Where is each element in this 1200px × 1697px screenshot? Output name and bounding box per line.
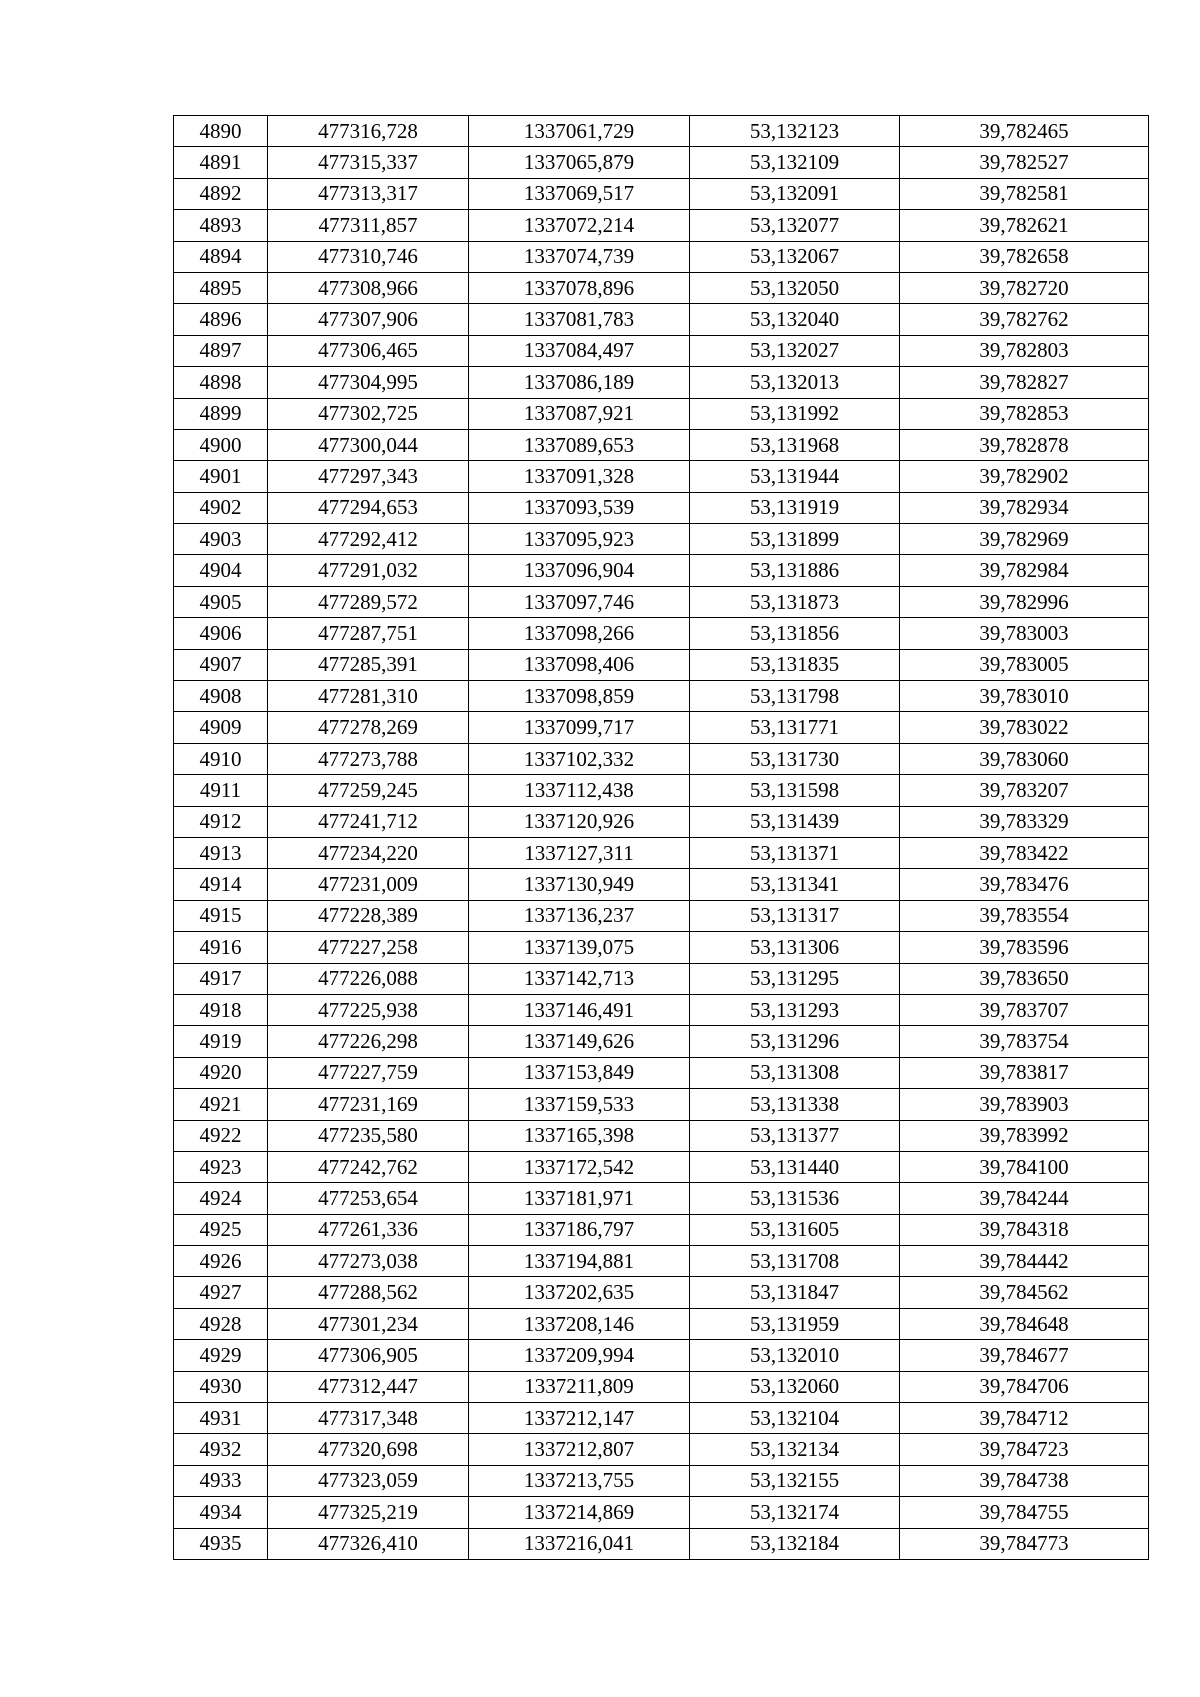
longitude-cell: 39,783329: [900, 806, 1149, 837]
latitude-cell: 53,131771: [690, 712, 900, 743]
y-coordinate-cell: 1337211,809: [469, 1371, 690, 1402]
latitude-cell: 53,131835: [690, 649, 900, 680]
longitude-cell: 39,782581: [900, 178, 1149, 209]
table-row: [174, 869, 1149, 900]
point-number-cell: 4894: [174, 241, 268, 272]
y-coordinate-cell: 1337084,497: [469, 335, 690, 366]
y-coordinate-cell: 1337153,849: [469, 1057, 690, 1088]
point-number-cell: 4907: [174, 649, 268, 680]
point-number-cell: 4901: [174, 461, 268, 492]
point-number-cell: 4900: [174, 429, 268, 460]
longitude-cell: 39,784244: [900, 1183, 1149, 1214]
point-number-cell: 4926: [174, 1246, 268, 1277]
point-number-cell: 4891: [174, 147, 268, 178]
y-coordinate-cell: 1337172,542: [469, 1151, 690, 1182]
point-number-cell: 4915: [174, 900, 268, 931]
point-number-cell: 4916: [174, 932, 268, 963]
x-coordinate-cell: 477326,410: [268, 1528, 469, 1559]
longitude-cell: 39,784442: [900, 1246, 1149, 1277]
longitude-cell: 39,783422: [900, 837, 1149, 868]
table-row: [174, 1246, 1149, 1277]
point-number-cell: 4917: [174, 963, 268, 994]
x-coordinate-cell: 477259,245: [268, 775, 469, 806]
y-coordinate-cell: 1337061,729: [469, 116, 690, 147]
x-coordinate-cell: 477285,391: [268, 649, 469, 680]
y-coordinate-cell: 1337127,311: [469, 837, 690, 868]
y-coordinate-cell: 1337142,713: [469, 963, 690, 994]
x-coordinate-cell: 477325,219: [268, 1497, 469, 1528]
table-row: [174, 178, 1149, 209]
point-number-cell: 4928: [174, 1308, 268, 1339]
latitude-cell: 53,132104: [690, 1403, 900, 1434]
point-number-cell: 4914: [174, 869, 268, 900]
longitude-cell: 39,782902: [900, 461, 1149, 492]
point-number-cell: 4895: [174, 272, 268, 303]
latitude-cell: 53,132010: [690, 1340, 900, 1371]
latitude-cell: 53,131968: [690, 429, 900, 460]
point-number-cell: 4905: [174, 586, 268, 617]
longitude-cell: 39,783005: [900, 649, 1149, 680]
y-coordinate-cell: 1337098,859: [469, 681, 690, 712]
latitude-cell: 53,132184: [690, 1528, 900, 1559]
x-coordinate-cell: 477227,258: [268, 932, 469, 963]
x-coordinate-cell: 477226,088: [268, 963, 469, 994]
point-number-cell: 4923: [174, 1151, 268, 1182]
y-coordinate-cell: 1337086,189: [469, 367, 690, 398]
latitude-cell: 53,131944: [690, 461, 900, 492]
longitude-cell: 39,782934: [900, 492, 1149, 523]
point-number-cell: 4897: [174, 335, 268, 366]
x-coordinate-cell: 477301,234: [268, 1308, 469, 1339]
y-coordinate-cell: 1337091,328: [469, 461, 690, 492]
x-coordinate-cell: 477320,698: [268, 1434, 469, 1465]
longitude-cell: 39,783010: [900, 681, 1149, 712]
latitude-cell: 53,131598: [690, 775, 900, 806]
longitude-cell: 39,784648: [900, 1308, 1149, 1339]
table-row: [174, 649, 1149, 680]
y-coordinate-cell: 1337208,146: [469, 1308, 690, 1339]
longitude-cell: 39,783650: [900, 963, 1149, 994]
point-number-cell: 4931: [174, 1403, 268, 1434]
x-coordinate-cell: 477273,788: [268, 743, 469, 774]
longitude-cell: 39,783754: [900, 1026, 1149, 1057]
longitude-cell: 39,782996: [900, 586, 1149, 617]
y-coordinate-cell: 1337093,539: [469, 492, 690, 523]
table-row: [174, 1277, 1149, 1308]
point-number-cell: 4935: [174, 1528, 268, 1559]
latitude-cell: 53,131341: [690, 869, 900, 900]
y-coordinate-cell: 1337087,921: [469, 398, 690, 429]
x-coordinate-cell: 477304,995: [268, 367, 469, 398]
longitude-cell: 39,783554: [900, 900, 1149, 931]
x-coordinate-cell: 477297,343: [268, 461, 469, 492]
x-coordinate-cell: 477315,337: [268, 147, 469, 178]
y-coordinate-cell: 1337069,517: [469, 178, 690, 209]
y-coordinate-cell: 1337159,533: [469, 1089, 690, 1120]
latitude-cell: 53,131338: [690, 1089, 900, 1120]
point-number-cell: 4920: [174, 1057, 268, 1088]
table-row: [174, 618, 1149, 649]
x-coordinate-cell: 477316,728: [268, 116, 469, 147]
table-row: [174, 492, 1149, 523]
table-row: [174, 1214, 1149, 1245]
table-row: [174, 837, 1149, 868]
y-coordinate-cell: 1337130,949: [469, 869, 690, 900]
latitude-cell: 53,131856: [690, 618, 900, 649]
point-number-cell: 4922: [174, 1120, 268, 1151]
x-coordinate-cell: 477317,348: [268, 1403, 469, 1434]
latitude-cell: 53,132013: [690, 367, 900, 398]
y-coordinate-cell: 1337095,923: [469, 524, 690, 555]
table-row: [174, 963, 1149, 994]
table-row: [174, 367, 1149, 398]
x-coordinate-cell: 477225,938: [268, 994, 469, 1025]
table-row: [174, 241, 1149, 272]
x-coordinate-cell: 477287,751: [268, 618, 469, 649]
longitude-cell: 39,782720: [900, 272, 1149, 303]
longitude-cell: 39,784318: [900, 1214, 1149, 1245]
latitude-cell: 53,131992: [690, 398, 900, 429]
table-row: [174, 555, 1149, 586]
table-row: [174, 1528, 1149, 1559]
point-number-cell: 4892: [174, 178, 268, 209]
y-coordinate-cell: 1337146,491: [469, 994, 690, 1025]
point-number-cell: 4921: [174, 1089, 268, 1120]
latitude-cell: 53,131919: [690, 492, 900, 523]
latitude-cell: 53,131959: [690, 1308, 900, 1339]
table-row: [174, 461, 1149, 492]
longitude-cell: 39,784712: [900, 1403, 1149, 1434]
point-number-cell: 4918: [174, 994, 268, 1025]
point-number-cell: 4919: [174, 1026, 268, 1057]
table-row: [174, 1026, 1149, 1057]
x-coordinate-cell: 477310,746: [268, 241, 469, 272]
latitude-cell: 53,131899: [690, 524, 900, 555]
point-number-cell: 4925: [174, 1214, 268, 1245]
latitude-cell: 53,131886: [690, 555, 900, 586]
longitude-cell: 39,783060: [900, 743, 1149, 774]
x-coordinate-cell: 477306,465: [268, 335, 469, 366]
point-number-cell: 4890: [174, 116, 268, 147]
latitude-cell: 53,132155: [690, 1465, 900, 1496]
point-number-cell: 4898: [174, 367, 268, 398]
y-coordinate-cell: 1337096,904: [469, 555, 690, 586]
longitude-cell: 39,784738: [900, 1465, 1149, 1496]
x-coordinate-cell: 477253,654: [268, 1183, 469, 1214]
table-row: [174, 147, 1149, 178]
x-coordinate-cell: 477300,044: [268, 429, 469, 460]
y-coordinate-cell: 1337099,717: [469, 712, 690, 743]
y-coordinate-cell: 1337212,807: [469, 1434, 690, 1465]
x-coordinate-cell: 477231,009: [268, 869, 469, 900]
longitude-cell: 39,782762: [900, 304, 1149, 335]
y-coordinate-cell: 1337074,739: [469, 241, 690, 272]
longitude-cell: 39,782527: [900, 147, 1149, 178]
y-coordinate-cell: 1337149,626: [469, 1026, 690, 1057]
latitude-cell: 53,132050: [690, 272, 900, 303]
latitude-cell: 53,131293: [690, 994, 900, 1025]
table-row: [174, 1151, 1149, 1182]
x-coordinate-cell: 477289,572: [268, 586, 469, 617]
latitude-cell: 53,132067: [690, 241, 900, 272]
point-number-cell: 4912: [174, 806, 268, 837]
point-number-cell: 4911: [174, 775, 268, 806]
longitude-cell: 39,784100: [900, 1151, 1149, 1182]
point-number-cell: 4930: [174, 1371, 268, 1402]
longitude-cell: 39,784723: [900, 1434, 1149, 1465]
y-coordinate-cell: 1337212,147: [469, 1403, 690, 1434]
x-coordinate-cell: 477288,562: [268, 1277, 469, 1308]
x-coordinate-cell: 477228,389: [268, 900, 469, 931]
latitude-cell: 53,131308: [690, 1057, 900, 1088]
y-coordinate-cell: 1337209,994: [469, 1340, 690, 1371]
longitude-cell: 39,784706: [900, 1371, 1149, 1402]
latitude-cell: 53,131440: [690, 1151, 900, 1182]
point-number-cell: 4893: [174, 210, 268, 241]
point-number-cell: 4896: [174, 304, 268, 335]
latitude-cell: 53,131798: [690, 681, 900, 712]
x-coordinate-cell: 477323,059: [268, 1465, 469, 1496]
latitude-cell: 53,131371: [690, 837, 900, 868]
latitude-cell: 53,132027: [690, 335, 900, 366]
table-row: [174, 1340, 1149, 1371]
longitude-cell: 39,782827: [900, 367, 1149, 398]
latitude-cell: 53,132109: [690, 147, 900, 178]
point-number-cell: 4934: [174, 1497, 268, 1528]
x-coordinate-cell: 477235,580: [268, 1120, 469, 1151]
longitude-cell: 39,782878: [900, 429, 1149, 460]
point-number-cell: 4924: [174, 1183, 268, 1214]
longitude-cell: 39,783003: [900, 618, 1149, 649]
y-coordinate-cell: 1337097,746: [469, 586, 690, 617]
y-coordinate-cell: 1337202,635: [469, 1277, 690, 1308]
point-number-cell: 4899: [174, 398, 268, 429]
y-coordinate-cell: 1337065,879: [469, 147, 690, 178]
y-coordinate-cell: 1337072,214: [469, 210, 690, 241]
y-coordinate-cell: 1337139,075: [469, 932, 690, 963]
table-row: [174, 900, 1149, 931]
longitude-cell: 39,783596: [900, 932, 1149, 963]
latitude-cell: 53,131377: [690, 1120, 900, 1151]
latitude-cell: 53,132091: [690, 178, 900, 209]
y-coordinate-cell: 1337098,266: [469, 618, 690, 649]
point-number-cell: 4932: [174, 1434, 268, 1465]
point-number-cell: 4904: [174, 555, 268, 586]
y-coordinate-cell: 1337112,438: [469, 775, 690, 806]
point-number-cell: 4929: [174, 1340, 268, 1371]
latitude-cell: 53,132134: [690, 1434, 900, 1465]
x-coordinate-cell: 477291,032: [268, 555, 469, 586]
table-row: [174, 1497, 1149, 1528]
longitude-cell: 39,782658: [900, 241, 1149, 272]
longitude-cell: 39,782465: [900, 116, 1149, 147]
longitude-cell: 39,782969: [900, 524, 1149, 555]
table-row: [174, 806, 1149, 837]
longitude-cell: 39,783903: [900, 1089, 1149, 1120]
x-coordinate-cell: 477292,412: [268, 524, 469, 555]
point-number-cell: 4903: [174, 524, 268, 555]
table-row: [174, 335, 1149, 366]
x-coordinate-cell: 477313,317: [268, 178, 469, 209]
latitude-cell: 53,131296: [690, 1026, 900, 1057]
table-row: [174, 1434, 1149, 1465]
x-coordinate-cell: 477273,038: [268, 1246, 469, 1277]
table-row: [174, 1308, 1149, 1339]
latitude-cell: 53,132040: [690, 304, 900, 335]
table-row: [174, 210, 1149, 241]
x-coordinate-cell: 477307,906: [268, 304, 469, 335]
x-coordinate-cell: 477261,336: [268, 1214, 469, 1245]
table-row: [174, 743, 1149, 774]
x-coordinate-cell: 477241,712: [268, 806, 469, 837]
latitude-cell: 53,132174: [690, 1497, 900, 1528]
x-coordinate-cell: 477227,759: [268, 1057, 469, 1088]
y-coordinate-cell: 1337194,881: [469, 1246, 690, 1277]
table-row: [174, 932, 1149, 963]
y-coordinate-cell: 1337102,332: [469, 743, 690, 774]
y-coordinate-cell: 1337181,971: [469, 1183, 690, 1214]
x-coordinate-cell: 477231,169: [268, 1089, 469, 1120]
table-row: [174, 1465, 1149, 1496]
latitude-cell: 53,132060: [690, 1371, 900, 1402]
y-coordinate-cell: 1337089,653: [469, 429, 690, 460]
longitude-cell: 39,783022: [900, 712, 1149, 743]
latitude-cell: 53,132123: [690, 116, 900, 147]
longitude-cell: 39,782621: [900, 210, 1149, 241]
x-coordinate-cell: 477281,310: [268, 681, 469, 712]
x-coordinate-cell: 477311,857: [268, 210, 469, 241]
latitude-cell: 53,131730: [690, 743, 900, 774]
y-coordinate-cell: 1337136,237: [469, 900, 690, 931]
y-coordinate-cell: 1337165,398: [469, 1120, 690, 1151]
x-coordinate-cell: 477306,905: [268, 1340, 469, 1371]
latitude-cell: 53,131605: [690, 1214, 900, 1245]
latitude-cell: 53,131439: [690, 806, 900, 837]
longitude-cell: 39,782803: [900, 335, 1149, 366]
point-number-cell: 4902: [174, 492, 268, 523]
y-coordinate-cell: 1337081,783: [469, 304, 690, 335]
longitude-cell: 39,782853: [900, 398, 1149, 429]
table-row: [174, 1403, 1149, 1434]
y-coordinate-cell: 1337214,869: [469, 1497, 690, 1528]
table-row: [174, 524, 1149, 555]
x-coordinate-cell: 477242,762: [268, 1151, 469, 1182]
point-number-cell: 4908: [174, 681, 268, 712]
latitude-cell: 53,132077: [690, 210, 900, 241]
longitude-cell: 39,783707: [900, 994, 1149, 1025]
latitude-cell: 53,131847: [690, 1277, 900, 1308]
table-row: [174, 775, 1149, 806]
y-coordinate-cell: 1337213,755: [469, 1465, 690, 1496]
latitude-cell: 53,131536: [690, 1183, 900, 1214]
table-row: [174, 994, 1149, 1025]
x-coordinate-cell: 477278,269: [268, 712, 469, 743]
point-number-cell: 4906: [174, 618, 268, 649]
y-coordinate-cell: 1337098,406: [469, 649, 690, 680]
y-coordinate-cell: 1337216,041: [469, 1528, 690, 1559]
longitude-cell: 39,783207: [900, 775, 1149, 806]
longitude-cell: 39,782984: [900, 555, 1149, 586]
latitude-cell: 53,131306: [690, 932, 900, 963]
x-coordinate-cell: 477226,298: [268, 1026, 469, 1057]
table-row: [174, 1371, 1149, 1402]
point-number-cell: 4909: [174, 712, 268, 743]
table-row: [174, 429, 1149, 460]
longitude-cell: 39,784677: [900, 1340, 1149, 1371]
table-row: [174, 116, 1149, 147]
latitude-cell: 53,131317: [690, 900, 900, 931]
point-number-cell: 4910: [174, 743, 268, 774]
table-row: [174, 1183, 1149, 1214]
latitude-cell: 53,131708: [690, 1246, 900, 1277]
table-row: [174, 681, 1149, 712]
longitude-cell: 39,783476: [900, 869, 1149, 900]
table-row: [174, 1120, 1149, 1151]
table-row: [174, 1089, 1149, 1120]
x-coordinate-cell: 477312,447: [268, 1371, 469, 1402]
longitude-cell: 39,783817: [900, 1057, 1149, 1088]
table-row: [174, 712, 1149, 743]
table-row: [174, 398, 1149, 429]
point-number-cell: 4933: [174, 1465, 268, 1496]
point-number-cell: 4913: [174, 837, 268, 868]
y-coordinate-cell: 1337120,926: [469, 806, 690, 837]
y-coordinate-cell: 1337186,797: [469, 1214, 690, 1245]
x-coordinate-cell: 477234,220: [268, 837, 469, 868]
table-row: [174, 304, 1149, 335]
coordinates-table-body: [174, 116, 1149, 1560]
longitude-cell: 39,783992: [900, 1120, 1149, 1151]
latitude-cell: 53,131295: [690, 963, 900, 994]
latitude-cell: 53,131873: [690, 586, 900, 617]
x-coordinate-cell: 477308,966: [268, 272, 469, 303]
longitude-cell: 39,784562: [900, 1277, 1149, 1308]
point-number-cell: 4927: [174, 1277, 268, 1308]
y-coordinate-cell: 1337078,896: [469, 272, 690, 303]
coordinates-table: [173, 115, 1149, 1560]
x-coordinate-cell: 477302,725: [268, 398, 469, 429]
longitude-cell: 39,784773: [900, 1528, 1149, 1559]
longitude-cell: 39,784755: [900, 1497, 1149, 1528]
x-coordinate-cell: 477294,653: [268, 492, 469, 523]
table-row: [174, 1057, 1149, 1088]
table-row: [174, 586, 1149, 617]
table-row: [174, 272, 1149, 303]
